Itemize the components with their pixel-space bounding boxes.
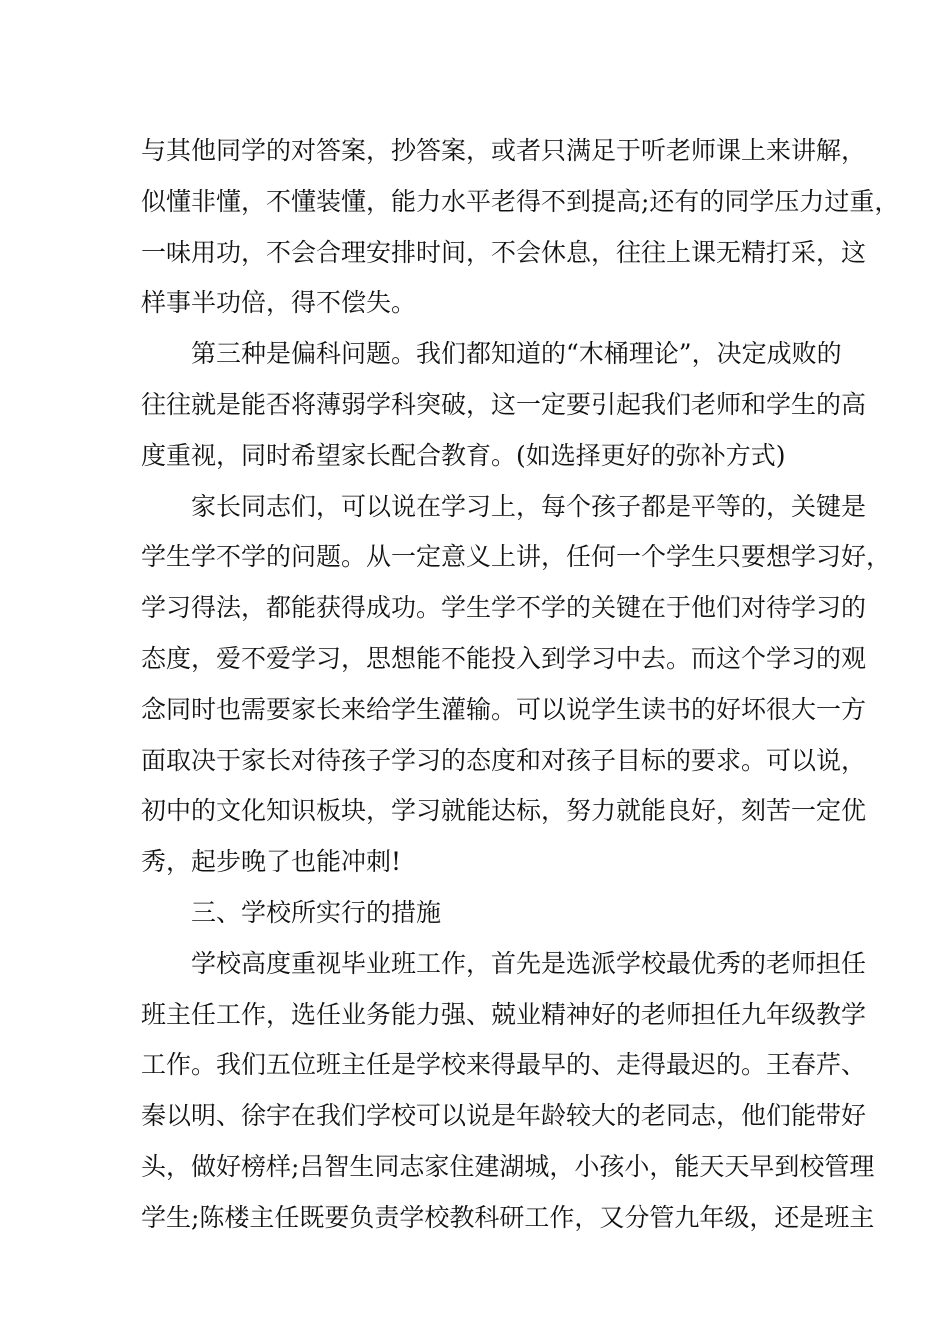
text-line: 头，做好榜样;吕智生同志家住建湖城，小孩小，能天天早到校管理 — [141, 1151, 875, 1181]
text-line: 班主任工作，选任业务能力强、兢业精神好的老师担任九年级教学 — [141, 999, 867, 1029]
document-body — [141, 126, 900, 1244]
paragraph-start-line: 家长同志们，可以说在学习上，每个孩子都是平等的，关键是 — [191, 491, 867, 521]
text-line: 面取决于家长对待孩子学习的态度和对孩子目标的要求。可以说， — [141, 745, 867, 775]
text-line: 学生学不学的问题。从一定意义上讲，任何一个学生只要想学习好， — [141, 542, 892, 572]
text-line: 学习得法，都能获得成功。学生学不学的关键在于他们对待学习的 — [141, 593, 867, 623]
section-heading: 三、学校所实行的措施 — [191, 897, 442, 927]
text-line: 度重视，同时希望家长配合教育。(如选择更好的弥补方式) — [141, 440, 786, 470]
text-line: 一味用功，不会合理安排时间，不会休息，往往上课无精打采，这 — [141, 237, 867, 267]
text-line: 似懂非懂，不懂装懂，能力水平老得不到提高;还有的同学压力过重， — [141, 186, 900, 216]
text-line: 工作。我们五位班主任是学校来得最早的、走得最迟的。王春芹、 — [141, 1050, 867, 1080]
text-line: 学生;陈楼主任既要负责学校教科研工作，又分管九年级，还是班主 — [141, 1202, 875, 1232]
text-line: 与其他同学的对答案，抄答案，或者只满足于听老师课上来讲解， — [141, 136, 867, 165]
text-line: 样事半功倍，得不偿失。 — [141, 288, 417, 318]
text-line: 往往就是能否将薄弱学科突破，这一定要引起我们老师和学生的高 — [141, 389, 867, 419]
text-line: 初中的文化知识板块，学习就能达标，努力就能良好，刻苦一定优 — [141, 796, 867, 826]
text-line: 秀，起步晚了也能冲刺! — [141, 847, 402, 877]
text-line: 秦以明、徐宇在我们学校可以说是年龄较大的老同志，他们能带好 — [141, 1101, 867, 1131]
text-line: 念同时也需要家长来给学生灌输。可以说学生读书的好坏很大一方 — [141, 694, 867, 724]
text-line: 态度，爱不爱学习，思想能不能投入到学习中去。而这个学习的观 — [141, 643, 867, 673]
paragraph-start-line: 学校高度重视毕业班工作，首先是选派学校最优秀的老师担任 — [191, 948, 867, 978]
paragraph-start-line: 第三种是偏科问题。我们都知道的“木桶理论”，决定成败的 — [191, 339, 842, 369]
